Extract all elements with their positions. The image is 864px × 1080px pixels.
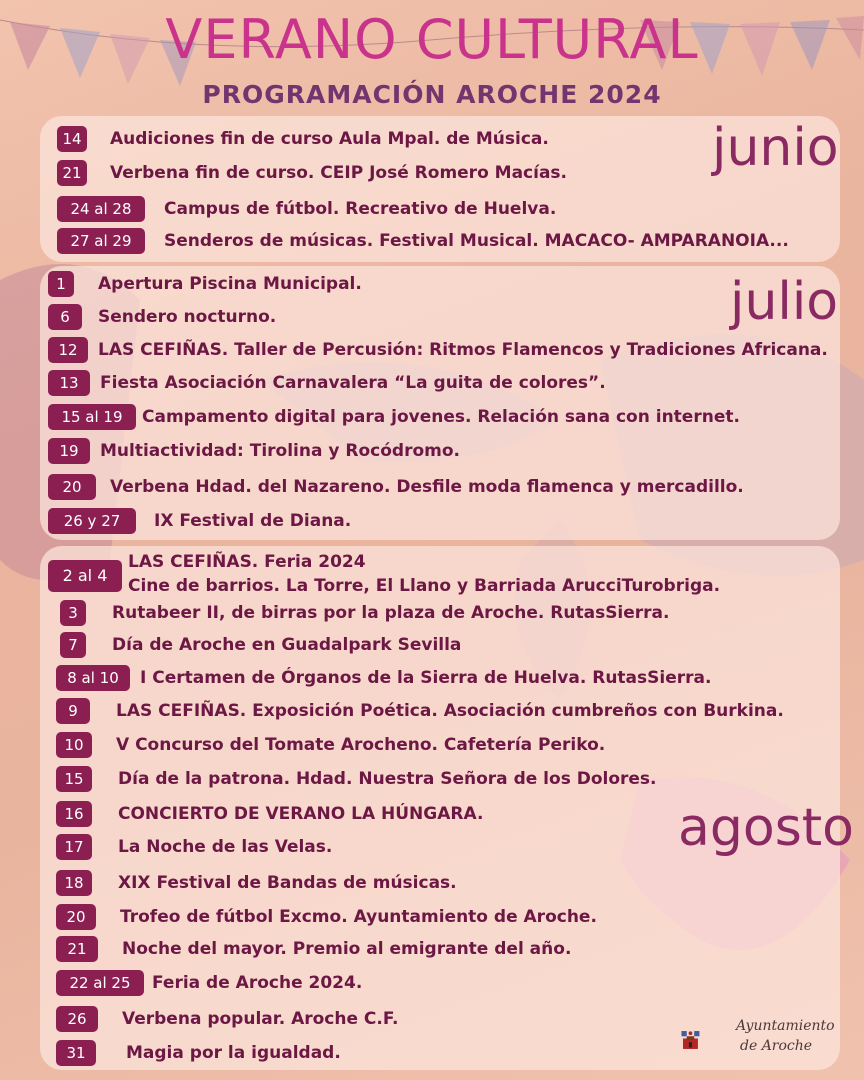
ayuntamiento-logo-text <box>736 1016 835 1056</box>
event-text: Noche del mayor. Premio al emigrante del año. <box>122 939 572 959</box>
event-text: Verbena popular. Aroche C.F. <box>122 1009 399 1029</box>
date-badge: 31 <box>56 1040 96 1066</box>
event-text: La Noche de las Velas. <box>118 837 333 857</box>
event-text: Sendero nocturno. <box>98 307 277 327</box>
event-text: Senderos de músicas. Festival Musical. MACACO- AMPARANOIA... <box>164 231 789 251</box>
date-badge: 13 <box>48 370 90 396</box>
date-badge: 3 <box>60 600 86 626</box>
date-badge: 1 <box>48 271 74 297</box>
event-text: Magia por la igualdad. <box>126 1043 341 1063</box>
poster-title: VERANO CULTURAL <box>165 8 699 71</box>
event-text: Día de Aroche en Guadalpark Sevilla <box>112 635 462 655</box>
date-badge: 21 <box>56 936 98 962</box>
month-label-agosto: agosto <box>678 798 854 858</box>
event-text: Trofeo de fútbol Excmo. Ayuntamiento de Aroche. <box>120 907 597 927</box>
date-badge: 20 <box>56 904 96 930</box>
poster-subtitle: PROGRAMACIÓN AROCHE 2024 <box>202 80 662 109</box>
date-badge: 12 <box>48 337 88 363</box>
agosto-panel <box>40 546 854 1070</box>
date-badge: 19 <box>48 438 90 464</box>
date-badge: 22 al 25 <box>56 970 144 996</box>
date-badge: 24 al 28 <box>57 196 145 222</box>
event-text: Campus de fútbol. Recreativo de Huelva. <box>164 199 557 219</box>
event-text: LAS CEFIÑAS. Taller de Percusión: Ritmos Flamencos y Tradiciones Africana. <box>98 340 828 360</box>
month-label-julio: julio <box>730 272 839 332</box>
ayuntamiento-coat-of-arms-icon <box>680 1012 736 1068</box>
event-text: LAS CEFIÑAS. Feria 2024 <box>128 552 366 572</box>
event-text: Multiactividad: Tirolina y Rocódromo. <box>100 441 460 461</box>
date-badge: 21 <box>57 160 87 186</box>
event-text-second-line: Cine de barrios. La Torre, El Llano y Barriada ArucciTurobriga. <box>128 576 721 596</box>
julio-panel <box>40 266 840 540</box>
event-text: I Certamen de Órganos de la Sierra de Huelva. RutasSierra. <box>140 668 712 688</box>
date-badge: 18 <box>56 870 92 896</box>
date-badge: 9 <box>56 698 90 724</box>
date-badge: 7 <box>60 632 86 658</box>
month-label-junio: junio <box>712 118 839 178</box>
date-badge: 26 y 27 <box>48 508 136 534</box>
event-text: Verbena fin de curso. CEIP José Romero Macías. <box>110 163 568 183</box>
date-badge: 15 al 19 <box>48 404 136 430</box>
date-badge: 20 <box>48 474 96 500</box>
date-badge: 2 al 4 <box>48 560 122 592</box>
date-badge: 16 <box>56 801 92 827</box>
event-text: V Concurso del Tomate Arocheno. Cafetería Periko. <box>116 735 606 755</box>
event-text: XIX Festival de Bandas de músicas. <box>118 873 457 893</box>
date-badge: 10 <box>56 732 92 758</box>
date-badge: 6 <box>48 304 82 330</box>
date-badge: 26 <box>56 1006 98 1032</box>
event-text: Verbena Hdad. del Nazareno. Desfile moda flamenca y mercadillo. <box>110 477 744 497</box>
event-text: Día de la patrona. Hdad. Nuestra Señora de los Dolores. <box>118 769 657 789</box>
event-text: Feria de Aroche 2024. <box>152 973 363 993</box>
event-text: IX Festival de Diana. <box>154 511 352 531</box>
event-text: Apertura Piscina Municipal. <box>98 274 362 294</box>
event-text: Rutabeer II, de birras por la plaza de Aroche. RutasSierra. <box>112 603 670 623</box>
date-badge: 8 al 10 <box>56 665 130 691</box>
event-text: Fiesta Asociación Carnavalera “La guita de colores”. <box>100 373 606 393</box>
date-badge: 27 al 29 <box>57 228 145 254</box>
logo-line-1: Ayuntamiento <box>736 1018 835 1034</box>
event-text: LAS CEFIÑAS. Exposición Poética. Asociación cumbreños con Burkina. <box>116 701 784 721</box>
date-badge: 17 <box>56 834 92 860</box>
date-badge: 15 <box>56 766 92 792</box>
event-text: Campamento digital para jovenes. Relación sana con internet. <box>142 407 740 427</box>
junio-panel <box>40 116 840 262</box>
event-text: Audiciones fin de curso Aula Mpal. de Música. <box>110 129 549 149</box>
logo-line-2: de Aroche <box>740 1038 813 1054</box>
event-text: CONCIERTO DE VERANO LA HÚNGARA. <box>118 804 484 824</box>
date-badge: 14 <box>57 126 87 152</box>
